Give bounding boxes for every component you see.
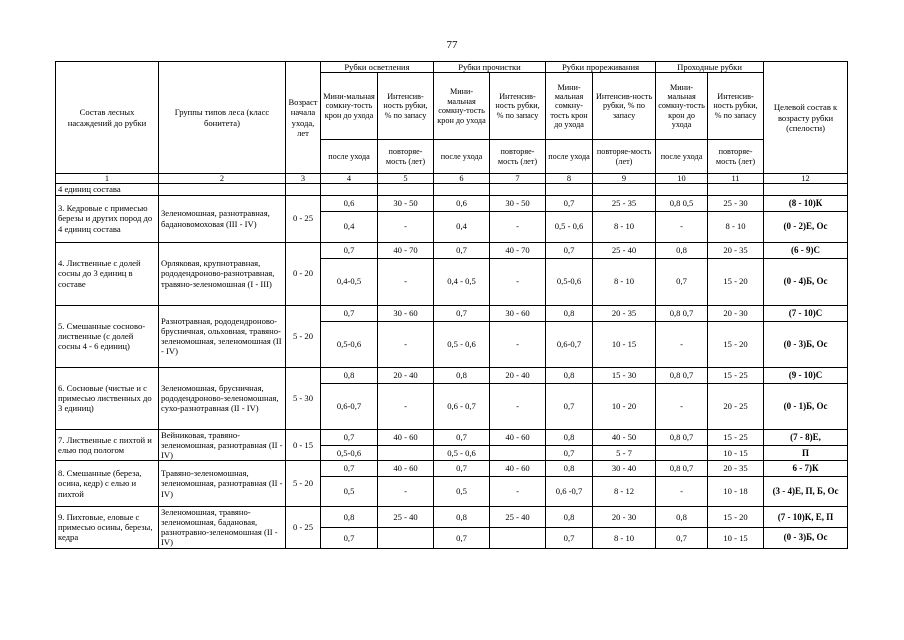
row-target-composition: (0 - 3)Б, Ос xyxy=(764,321,848,367)
table-cell: 0,8 0,7 xyxy=(656,305,708,321)
row-target-composition: (7 - 10)С xyxy=(764,305,848,321)
row-target-composition: (3 - 4)Е, П, Б, Ос xyxy=(764,476,848,506)
column-number: 2 xyxy=(159,174,286,184)
table-cell: 0,7 xyxy=(321,305,378,321)
header-group-thinning: Рубки прореживания xyxy=(546,62,656,73)
header-intensity: Интенсив-ность рубки, % по запасу xyxy=(593,73,656,140)
table-cell xyxy=(378,445,434,460)
table-cell: 0,7 xyxy=(434,242,490,258)
table-cell: 0,8 xyxy=(656,242,708,258)
table-row xyxy=(56,429,848,445)
table-cell: 20 - 40 xyxy=(378,367,434,383)
header-min-density: Мини-мальная сомкну-тость крон до ухода xyxy=(321,73,378,140)
column-number: 8 xyxy=(546,174,593,184)
row-start-age: 5 - 20 xyxy=(286,305,321,367)
header-forest-types: Группы типов леса (класс бонитета) xyxy=(159,62,286,174)
table-row xyxy=(56,506,848,527)
header-composition: Состав лесных насаждений до рубки xyxy=(56,62,159,174)
table-cell: 0,7 xyxy=(321,527,378,548)
table-cell: 15 - 20 xyxy=(708,506,764,527)
table-cell xyxy=(490,445,546,460)
table-cell: - xyxy=(378,258,434,305)
table-cell: - xyxy=(490,211,546,242)
row-target-composition: (8 - 10)К xyxy=(764,195,848,211)
table-cell: - xyxy=(490,383,546,429)
table-cell: 0,8 xyxy=(546,367,593,383)
row-forest-types: Разнотравная, рододендроново-брусничная, ольховная, травяно-зеленомошная, зеленомошная (II - IV) xyxy=(159,305,286,367)
row-start-age: 0 - 25 xyxy=(286,506,321,548)
row-forest-types: Орляковая, крупнотравная, рододендроново-разнотравная, травяно-зеленомошная (I - III) xyxy=(159,242,286,305)
table-cell: 0,6 -0,7 xyxy=(546,476,593,506)
row-start-age: 0 - 25 xyxy=(286,195,321,242)
table-cell: 20 - 35 xyxy=(708,242,764,258)
table-cell: - xyxy=(378,321,434,367)
row-target-composition: (7 - 10)К, Е, П xyxy=(764,506,848,527)
table-cell: 8 - 10 xyxy=(593,527,656,548)
row-composition: 3. Кедровые с примесью березы и других пород до 4 единиц состава xyxy=(56,195,159,242)
table-cell: 0,7 xyxy=(434,305,490,321)
table-cell: 20 - 35 xyxy=(708,460,764,476)
row-target-composition: (0 - 2)Е, Ос xyxy=(764,211,848,242)
row-composition: 9. Пихтовые, еловые с примесью осины, березы, кедра xyxy=(56,506,159,548)
row-start-age: 0 - 20 xyxy=(286,242,321,305)
table-cell: 0,7 xyxy=(656,527,708,548)
column-number: 4 xyxy=(321,174,378,184)
header-repeat: повторяе-мость (лет) xyxy=(593,140,656,174)
table-cell: 0,6-0,7 xyxy=(321,383,378,429)
table-cell: 0,5 - 0,6 xyxy=(546,211,593,242)
row-forest-types: Травяно-зеленомошная, зеленомошная, разнотравная (II - IV) xyxy=(159,460,286,506)
table-cell: - xyxy=(378,383,434,429)
row-composition: 6. Сосновые (чистые и с примесью лиственных до 3 единиц) xyxy=(56,367,159,429)
table-cell: 8 - 10 xyxy=(593,211,656,242)
row-target-composition: (0 - 4)Б, Ос xyxy=(764,258,848,305)
row-target-composition: (0 - 1)Б, Ос xyxy=(764,383,848,429)
table-cell: 0,4 xyxy=(434,211,490,242)
column-number: 1 xyxy=(56,174,159,184)
table-cell: 0,8 xyxy=(656,506,708,527)
row-target-composition: 6 - 7)К xyxy=(764,460,848,476)
continuation-text: 4 единиц состава xyxy=(56,184,159,195)
header-repeat: повторяе-мость (лет) xyxy=(708,140,764,174)
table-cell: 15 - 20 xyxy=(708,258,764,305)
table-row xyxy=(56,242,848,258)
table-cell: 0,6 xyxy=(321,195,378,211)
table-cell: 0,6 xyxy=(434,195,490,211)
table-cell: 0,8 xyxy=(546,429,593,445)
row-target-composition: (7 - 8)Е, xyxy=(764,429,848,445)
table-cell: 40 - 60 xyxy=(490,429,546,445)
table-cell: 0,5-0,6 xyxy=(321,445,378,460)
table-cell: 10 - 20 xyxy=(593,383,656,429)
header-group-cleaning: Рубки прочистки xyxy=(434,62,546,73)
table-cell: 0,5 - 0,6 xyxy=(434,321,490,367)
table-cell: 0,8 xyxy=(321,367,378,383)
table-cell: 0,5 xyxy=(434,476,490,506)
table-cell: - xyxy=(490,321,546,367)
row-target-composition: (0 - 3)Б, Ос xyxy=(764,527,848,548)
row-start-age: 5 - 20 xyxy=(286,460,321,506)
table-cell: 0,7 xyxy=(546,445,593,460)
row-start-age: 0 - 15 xyxy=(286,429,321,460)
table-cell: 20 - 30 xyxy=(708,305,764,321)
table-cell: 0,5-0,6 xyxy=(321,321,378,367)
table-cell: 10 - 15 xyxy=(708,527,764,548)
table-cell: - xyxy=(656,211,708,242)
header-min-density: Мини-мальная сомкну-тость крон до ухода xyxy=(656,73,708,140)
table-cell: 0,8 0,7 xyxy=(656,429,708,445)
thinning-table xyxy=(55,61,848,549)
table-row xyxy=(56,367,848,383)
table-cell: 0,4 xyxy=(321,211,378,242)
table-cell: 0,5-0,6 xyxy=(546,258,593,305)
table-row xyxy=(56,195,848,211)
table-cell: 40 - 70 xyxy=(378,242,434,258)
table-cell: 0,8 0,7 xyxy=(656,367,708,383)
table-cell: 0,7 xyxy=(321,429,378,445)
header-group-lightening: Рубки осветления xyxy=(321,62,434,73)
table-cell: - xyxy=(378,211,434,242)
header-min-density: Мини-мальная сомкну-тость крон до ухода xyxy=(434,73,490,140)
table-cell: 0,8 xyxy=(546,460,593,476)
table-cell: 10 - 15 xyxy=(593,321,656,367)
table-cell xyxy=(656,445,708,460)
table-cell: 20 - 35 xyxy=(593,305,656,321)
table-cell: 25 - 30 xyxy=(708,195,764,211)
table-cell: 20 - 25 xyxy=(708,383,764,429)
table-cell: 0,7 xyxy=(321,242,378,258)
row-forest-types: Зеленомошная, разнотравная, бадановомоховая (III - IV) xyxy=(159,195,286,242)
table-row xyxy=(56,460,848,476)
table-cell: 40 - 60 xyxy=(378,429,434,445)
table-cell xyxy=(490,527,546,548)
table-cell: 0,7 xyxy=(656,258,708,305)
table-cell: - xyxy=(378,476,434,506)
header-repeat: повторяе-мость (лет) xyxy=(378,140,434,174)
column-number: 11 xyxy=(708,174,764,184)
table-cell: 0,7 xyxy=(546,527,593,548)
row-target-composition: (6 - 9)С xyxy=(764,242,848,258)
table-cell: 0,7 xyxy=(546,383,593,429)
table-cell: 30 - 50 xyxy=(490,195,546,211)
table-cell: 0,8 xyxy=(546,305,593,321)
row-composition: 8. Смешанные (береза, осина, кедр) с елью и пихтой xyxy=(56,460,159,506)
row-composition: 4. Лиственные с долей сосны до 3 единиц в составе xyxy=(56,242,159,305)
table-cell: - xyxy=(490,476,546,506)
table-cell: 0,7 xyxy=(434,527,490,548)
row-target-composition: П xyxy=(764,445,848,460)
column-number: 12 xyxy=(764,174,848,184)
row-forest-types: Зеленомошная, брусничная, рододендроново-зеленомошная, сухо-разнотравная (II - IV) xyxy=(159,367,286,429)
table-cell: 0,7 xyxy=(546,195,593,211)
table-cell: 0,8 0,7 xyxy=(656,460,708,476)
table-cell: 8 - 10 xyxy=(708,211,764,242)
table-cell: 15 - 30 xyxy=(593,367,656,383)
table-cell: 25 - 40 xyxy=(490,506,546,527)
table-cell: 0,5 xyxy=(321,476,378,506)
table-cell: 40 - 70 xyxy=(490,242,546,258)
column-number: 7 xyxy=(490,174,546,184)
table-cell: 0,4 - 0,5 xyxy=(434,258,490,305)
table-cell: 0,4-0,5 xyxy=(321,258,378,305)
table-cell: 0,8 xyxy=(546,506,593,527)
header-intensity: Интенсив-ность рубки, % по запасу xyxy=(490,73,546,140)
table-cell: 0,7 xyxy=(434,429,490,445)
header-repeat: повторяе-мость (лет) xyxy=(490,140,546,174)
row-composition: 7. Лиственные с пихтой и елью под пологом xyxy=(56,429,159,460)
row-forest-types: Зеленомошная, травяно-зеленомошная, бадановая, разнотравно-зеленомошная (II - IV) xyxy=(159,506,286,548)
table-row xyxy=(56,305,848,321)
table-cell: 0,7 xyxy=(321,460,378,476)
column-number: 3 xyxy=(286,174,321,184)
table-cell: - xyxy=(656,476,708,506)
table-cell: 0,8 xyxy=(434,506,490,527)
table-cell: 25 - 40 xyxy=(378,506,434,527)
header-min-density: Мини-мальная сомкну-тость крон до ухода xyxy=(546,73,593,140)
header-start-age: Возраст начала ухода, лет xyxy=(286,62,321,174)
column-number: 9 xyxy=(593,174,656,184)
table-cell: 10 - 18 xyxy=(708,476,764,506)
table-cell: 0,7 xyxy=(434,460,490,476)
table-cell: 15 - 25 xyxy=(708,429,764,445)
table-cell: 8 - 12 xyxy=(593,476,656,506)
table-cell: 0,8 xyxy=(434,367,490,383)
table-cell: 10 - 15 xyxy=(708,445,764,460)
table-cell: 30 - 50 xyxy=(378,195,434,211)
table-cell: 0,6-0,7 xyxy=(546,321,593,367)
column-number: 10 xyxy=(656,174,708,184)
header-group-passage: Проходные рубки xyxy=(656,62,764,73)
table-cell: 30 - 40 xyxy=(593,460,656,476)
row-forest-types: Вейниковая, травяно-зеленомошная, разнотравная (II - IV) xyxy=(159,429,286,460)
header-after-care: после ухода xyxy=(656,140,708,174)
column-number: 5 xyxy=(378,174,434,184)
page-number: 77 xyxy=(446,39,458,51)
table-cell: 0,8 0,5 xyxy=(656,195,708,211)
row-target-composition: (9 - 10)С xyxy=(764,367,848,383)
table-cell: 15 - 20 xyxy=(708,321,764,367)
header-after-care: после ухода xyxy=(546,140,593,174)
table-cell: 0,6 - 0,7 xyxy=(434,383,490,429)
table-cell xyxy=(378,527,434,548)
table-cell: 20 - 40 xyxy=(490,367,546,383)
row-composition: 5. Смешанные сосново-лиственные (с долей сосны 4 - 6 единиц) xyxy=(56,305,159,367)
table-cell: 0,8 xyxy=(321,506,378,527)
header-intensity: Интенсив-ность рубки, % по запасу xyxy=(378,73,434,140)
table-cell: 5 - 7 xyxy=(593,445,656,460)
table-cell: 40 - 60 xyxy=(490,460,546,476)
table-cell: 30 - 60 xyxy=(378,305,434,321)
table-cell: 40 - 50 xyxy=(593,429,656,445)
header-intensity: Интенсив-ность рубки, % по запасу xyxy=(708,73,764,140)
table-cell: 25 - 40 xyxy=(593,242,656,258)
table-cell: 8 - 10 xyxy=(593,258,656,305)
table-cell: 15 - 25 xyxy=(708,367,764,383)
table-cell: 30 - 60 xyxy=(490,305,546,321)
row-start-age: 5 - 30 xyxy=(286,367,321,429)
table-cell: 0,7 xyxy=(546,242,593,258)
header-after-care: после ухода xyxy=(434,140,490,174)
table-cell: - xyxy=(656,383,708,429)
table-cell: 25 - 35 xyxy=(593,195,656,211)
table-cell: 20 - 30 xyxy=(593,506,656,527)
column-number: 6 xyxy=(434,174,490,184)
table-cell: 0,5 - 0,6 xyxy=(434,445,490,460)
header-after-care: после ухода xyxy=(321,140,378,174)
header-target-composition: Целевой состав к возрасту рубки (спелости) xyxy=(764,62,848,174)
table-cell: - xyxy=(656,321,708,367)
table-cell: - xyxy=(490,258,546,305)
table-cell: 40 - 60 xyxy=(378,460,434,476)
